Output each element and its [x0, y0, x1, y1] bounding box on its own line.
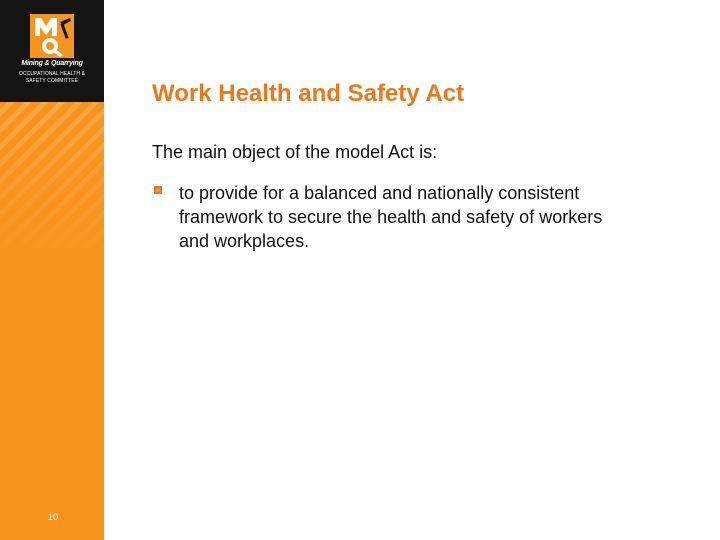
sidebar-stripes — [0, 100, 104, 260]
intro-text: The main object of the model Act is: — [152, 142, 438, 162]
bullet-line: framework to secure the health and safety of workers — [179, 207, 603, 227]
logo-org-name: Mining & Quarrying — [21, 60, 83, 67]
logo-subtitle-line-1: OCCUPATIONAL HEALTH & — [18, 71, 86, 77]
logo-subtitle-line-2: SAFETY COMMITTEE — [25, 78, 79, 84]
bullet-item — [179, 181, 679, 253]
mq-logo-icon — [30, 14, 74, 58]
square-bullet-icon — [154, 186, 162, 194]
slide-title: Work Health and Safety Act — [152, 80, 465, 107]
bullet-line: to provide for a balanced and nationally consistent — [179, 183, 580, 203]
organization-logo — [0, 0, 104, 102]
sidebar — [0, 0, 104, 540]
bullet-line: and workplaces. — [179, 231, 310, 251]
slide-number: 10 — [48, 512, 59, 522]
